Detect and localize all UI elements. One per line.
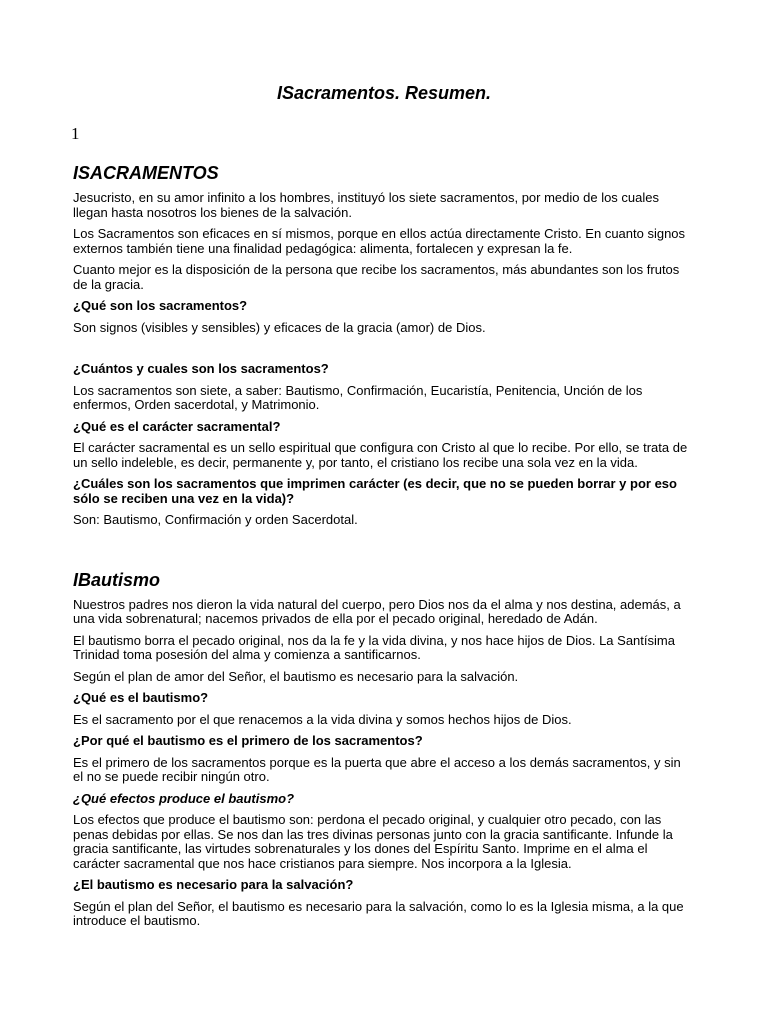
question: ¿Qué son los sacramentos?: [73, 298, 248, 313]
question: ¿Qué efectos produce el bautismo?: [73, 790, 295, 806]
answer: Son signos (visibles y sensibles) y eficaces de la gracia (amor) de Dios.: [73, 319, 486, 335]
page-marker: 1: [71, 124, 80, 143]
spacer: [73, 342, 693, 362]
answer: Los efectos que produce el bautismo son: perdona el pecado original, y cualquier otro pecado, con las penas debidas por ellas. Se nos dan las tres divinas personas junto con la gracia santificante. Infunde la gracia santificante, las virtudes sobrenaturales y los dones del Espíritu Santo. Imprime en el alma el carácter sacramental que nos hace cristianos para siempre. Nos incorpora a la Iglesia.: [73, 812, 673, 871]
answer: Son: Bautismo, Confirmación y orden Sacerdotal.: [73, 512, 358, 527]
question: ¿El bautismo es necesario para la salvación?: [73, 877, 354, 892]
spacer: [73, 535, 693, 569]
answer: Según el plan del Señor, el bautismo es necesario para la salvación, como lo es la Iglesia misma, a la que introduce el bautismo.: [73, 898, 684, 928]
answer: El carácter sacramental es un sello espiritual que configura con Cristo al que lo recibe. Por ello, se trata de un sello indeleble, es decir, permanente y, por tanto, el cristiano los recibe una sola vez en la vida.: [73, 440, 688, 470]
paragraph: El bautismo borra el pecado original, nos da la fe y la vida divina, y nos hace hijos de Dios. La Santísima Trinidad toma posesión del alma y comienza a santificarnos.: [73, 632, 675, 662]
answer: Es el primero de los sacramentos porque es la puerta que abre el acceso a los demás sacramentos, y sin el no se puede recibir ningún otro.: [73, 754, 681, 784]
question: ¿Cuántos y cuales son los sacramentos?: [73, 361, 329, 376]
paragraph: Según el plan de amor del Señor, el bautismo es necesario para la salvación.: [73, 668, 519, 684]
section-heading-bautismo: IBautismo: [73, 569, 161, 590]
answer: Es el sacramento por el que renacemos a la vida divina y somos hechos hijos de Dios.: [73, 711, 572, 727]
paragraph: Cuanto mejor es la disposición de la persona que recibe los sacramentos, más abundantes son los frutos de la gracia.: [73, 262, 680, 292]
paragraph: Jesucristo, en su amor infinito a los hombres, instituyó los siete sacramentos, por medio de los cuales llegan hasta nosotros los bienes de la salvación.: [73, 190, 659, 220]
paragraph: Los Sacramentos son eficaces en sí mismos, porque en ellos actúa directamente Cristo. En cuanto signos externos también tiene una finalidad pedagógica: alimenta, fortalecen y expresan la fe.: [73, 226, 686, 256]
question: ¿Qué es el carácter sacramental?: [73, 418, 281, 434]
answer: Los sacramentos son siete, a saber: Bautismo, Confirmación, Eucaristía, Penitencia, Unción de los enfermos, Orden sacerdotal, y Matrimonio.: [73, 382, 643, 412]
section-heading-sacramentos: ISACRAMENTOS: [73, 163, 219, 183]
section-sacramentos: [73, 162, 693, 528]
document-body: [73, 162, 693, 936]
paragraph: Nuestros padres nos dieron la vida natural del cuerpo, pero Dios nos da el alma y nos destina, además, a una vida sobrenatural; nacemos privados de ella por el pecado original, heredado de Adán.: [73, 596, 681, 626]
question: ¿Por qué el bautismo es el primero de los sacramentos?: [73, 733, 423, 748]
section-bautismo: [73, 569, 693, 929]
document-title: ISacramentos. Resumen.: [276, 83, 492, 103]
question: ¿Cuáles son los sacramentos que imprimen carácter (es decir, que no se pueden borrar y por eso sólo se reciben una vez en la vida)?: [73, 476, 677, 506]
question: ¿Qué es el bautismo?: [73, 690, 209, 705]
